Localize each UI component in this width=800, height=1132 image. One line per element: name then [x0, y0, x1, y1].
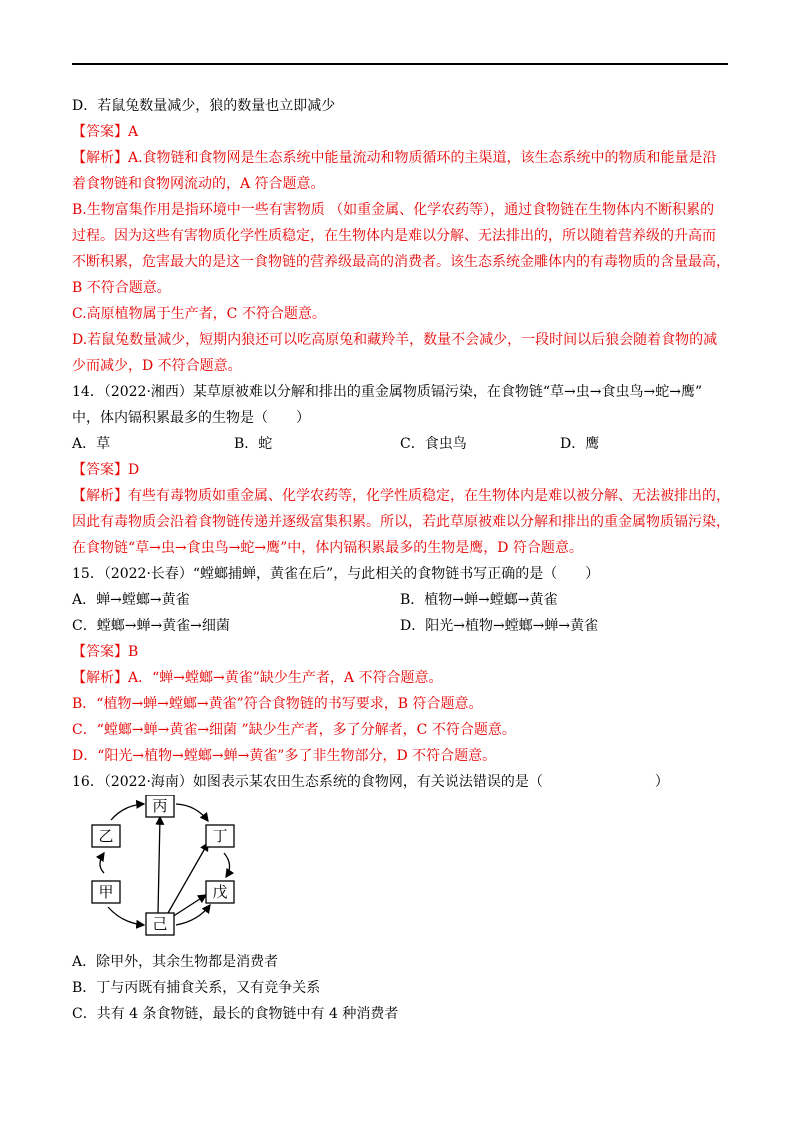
food-web-diagram: [86, 795, 246, 940]
q14-option-b: B．蛇: [234, 436, 273, 452]
q13-analysis-line: C.高原植物属于生产者，C 不符合题意。: [72, 306, 326, 322]
node-ji: 己: [152, 915, 168, 933]
q13-analysis-line: B 不符合题意。: [72, 280, 171, 296]
q14-option-d: D．鹰: [560, 436, 600, 452]
q14-stem-cont: 中，体内镉积累最多的生物是（ ）: [72, 410, 310, 426]
node-jia: 甲: [98, 883, 114, 901]
q13-answer: 【答案】A: [72, 124, 139, 140]
q16-stem: 16．（2022·海南）如图表示某农田生态系统的食物网，有关说法错误的是（ ）: [72, 774, 669, 790]
q14-analysis-line: 在食物链“草→虫→食虫鸟→蛇→鹰”中，体内镉积累最多的生物是鹰，D 符合题意。: [72, 540, 583, 556]
q15-option-d: D．阳光→植物→螳螂→蝉→黄雀: [400, 618, 599, 634]
arc-jia-to-ji: [108, 907, 144, 925]
node-yi: 乙: [98, 827, 114, 845]
arc-ji-to-wu: [176, 905, 210, 925]
arc-yi-to-bing: [111, 804, 144, 820]
q13-analysis-line: 少而减少，D 不符合题意。: [72, 358, 242, 374]
arrow-ji-to-bing: [158, 817, 160, 913]
node-wu: 戊: [212, 883, 228, 901]
q15-answer: 【答案】B: [72, 644, 139, 660]
q15-analysis-line: 【解析】A．“蝉→螳螂→黄雀”缺少生产者，A 不符合题意。: [72, 670, 443, 686]
header-rule: [72, 63, 728, 65]
q13-analysis-line: D.若鼠兔数量减少，短期内狼还可以吃高原兔和藏羚羊，数量不会减少，一段时间以后狼会随着食物的减: [72, 332, 718, 348]
q14-option-c: C．食虫鸟: [400, 436, 467, 452]
q14-answer: 【答案】D: [72, 462, 140, 478]
q15-analysis-line: D．“阳光→植物→螳螂→蝉→黄雀”多了非生物部分，D 不符合题意。: [72, 748, 497, 764]
q13-analysis-line: B.生物富集作用是指环境中一些有害物质 （如重金属、化学农药等），通过食物链在生物体内不断积累的: [72, 202, 715, 218]
q15-option-b: B．植物→蝉→螳螂→黄雀: [400, 592, 558, 608]
arc-bing-to-ding: [176, 804, 208, 821]
q14-analysis-line: 【解析】有些有毒物质如重金属、化学农药等，化学性质稳定，在生物体内是难以被分解、无法被排出的，: [72, 488, 730, 504]
arrow-ji-to-ding: [168, 843, 208, 913]
q14-stem: 14．（2022·湘西）某草原被难以分解和排出的重金属物质镉污染，在食物链“草→虫→食虫鸟→蛇→鹰”: [72, 384, 703, 400]
q13-option-d: D．若鼠兔数量减少，狼的数量也立即减少: [72, 98, 336, 114]
arc-ding-to-wu: [224, 853, 230, 877]
q14-option-a: A．草: [72, 436, 111, 452]
q16-option-b: B．丁与丙既有捕食关系，又有竞争关系: [72, 980, 321, 996]
node-ding: 丁: [212, 827, 228, 845]
q15-stem: 15．（2022·长春）“螳螂捕蝉，黄雀在后”，与此相关的食物链书写正确的是（ ）: [72, 566, 600, 582]
q13-analysis-line: 不断积累，危害最大的是这一食物链的营养级最高的消费者。该生态系统金雕体内的有毒物质的含量最高，: [72, 254, 730, 270]
q13-analysis-line: 着食物链和食物网流动的，A 符合题意。: [72, 176, 325, 192]
q15-analysis-line: B．“植物→蝉→螳螂→黄雀”符合食物链的书写要求，B 符合题意。: [72, 696, 483, 712]
q13-analysis-line: 【解析】A.食物链和食物网是生态系统中能量流动和物质循环的主渠道，该生态系统中的物质和能量是沿: [72, 150, 717, 166]
q14-analysis-line: 因此有毒物质会沿着食物链传递并逐级富集积累。所以，若此草原被难以分解和排出的重金属物质镉污染，: [72, 514, 730, 530]
q15-analysis-line: C．“螳螂→蝉→黄雀→细菌 ”缺少生产者，多了分解者，C 不符合题意。: [72, 722, 516, 738]
q15-option-a: A．蝉→螳螂→黄雀: [72, 592, 190, 608]
arc-jia-to-yi: [100, 853, 104, 873]
node-bing: 丙: [152, 797, 168, 815]
q15-option-c: C．螳螂→蝉→黄雀→细菌: [72, 618, 230, 634]
q16-option-a: A．除甲外，其余生物都是消费者: [72, 954, 279, 970]
q13-analysis-line: 过程。因为这些有害物质化学性质稳定，在生物体内是难以分解、无法排出的，所以随着营养级的升高而: [72, 228, 716, 244]
q16-option-c: C．共有 4 条食物链，最长的食物链中有 4 种消费者: [72, 1006, 399, 1022]
